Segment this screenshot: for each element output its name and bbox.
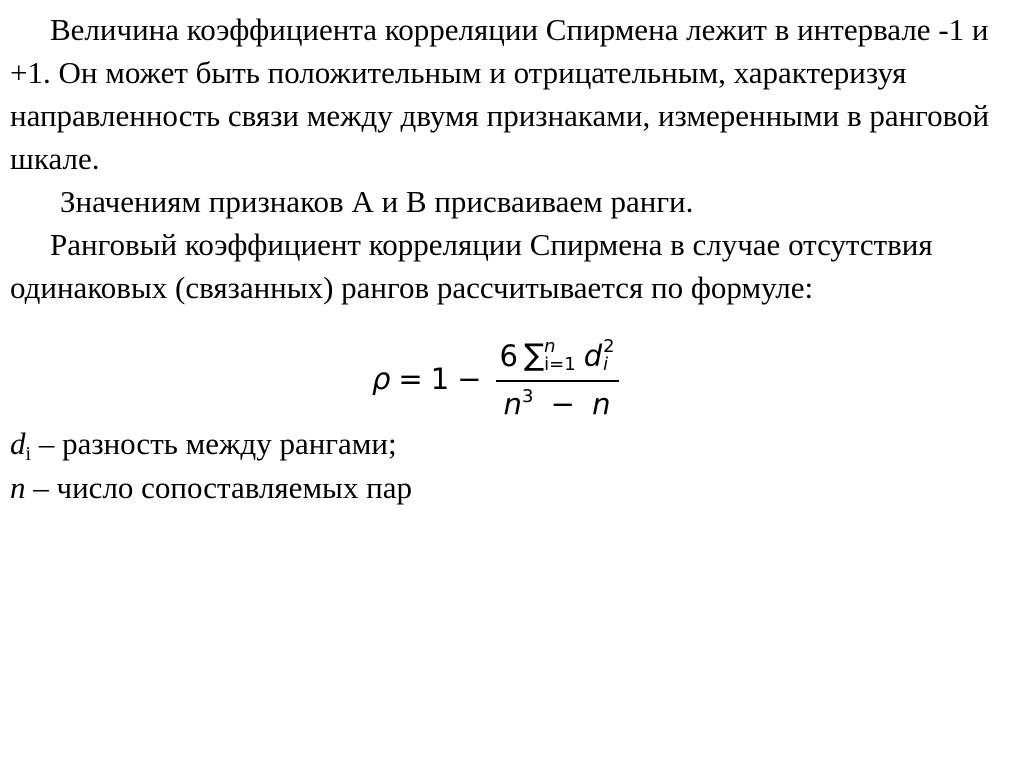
formula-den-minus: − xyxy=(550,386,575,421)
sum-sign: ∑ xyxy=(523,338,545,373)
formula-numerator xyxy=(496,335,619,380)
sum-lower-limit: i=1 xyxy=(544,353,576,375)
formula-equals: = xyxy=(398,362,423,396)
sum-limits xyxy=(544,335,576,375)
formula-den-n: n xyxy=(503,386,522,421)
formula-d: d xyxy=(583,338,603,373)
sum-upper-limit: n xyxy=(544,335,556,357)
def-n-symbol: n xyxy=(10,470,26,505)
formula-minus: − xyxy=(457,362,482,396)
paragraph-formula-intro: Ранговый коэффициент корреляции Спирмена в случае отсутствия одинаковых (связанных) рангов рассчитывается по формуле: xyxy=(10,227,933,305)
spearman-formula xyxy=(372,333,619,425)
definitions xyxy=(10,422,412,510)
def-d-text: – разность между рангами; xyxy=(31,426,397,461)
def-n-text: – число сопоставляемых пар xyxy=(25,470,412,505)
formula-fraction xyxy=(496,335,619,421)
def-d-sub: i xyxy=(25,443,32,465)
formula-d-sup: 2 xyxy=(603,335,615,357)
def-d-symbol: d xyxy=(10,426,26,461)
formula-den-n2: n xyxy=(592,386,611,421)
formula-one: 1 xyxy=(430,362,450,396)
definition-n xyxy=(10,466,412,510)
text-block xyxy=(10,8,1010,309)
formula-d-sub: i xyxy=(603,353,609,375)
formula-den-exp: 3 xyxy=(521,385,534,407)
formula-denominator xyxy=(500,382,615,421)
paragraph-spearman-range: Величина коэффициента корреляции Спирмена лежит в интервале -1 и +1. Он может быть положительным и отрицательным, характеризуя направленность связи между двумя признаками, измеренными в ранговой шкале. xyxy=(10,12,990,176)
definition-d xyxy=(10,422,412,466)
formula-d-indices xyxy=(603,335,615,375)
formula-rho: ρ xyxy=(372,362,391,396)
formula-coef: 6 xyxy=(499,338,518,373)
paragraph-ranks: Значениям признаков А и В присваиваем ранги. xyxy=(60,184,694,219)
